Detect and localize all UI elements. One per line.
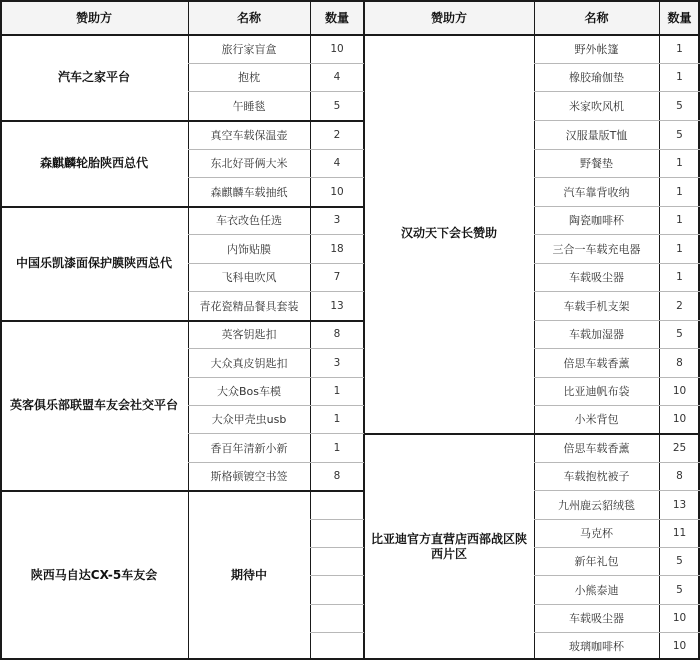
- sponsor-lucky-film: 中国乐凯漆面保护膜陕西总代: [15, 255, 172, 270]
- item-name: 抱枕: [238, 71, 260, 84]
- item-name: 旅行家盲盒: [221, 42, 277, 56]
- item-qty: 10: [672, 413, 687, 425]
- row-divider: [534, 575, 700, 576]
- item-qty: 1: [333, 441, 341, 454]
- item-name: 野外帐篷: [574, 42, 619, 56]
- item-name: 大众甲壳虫usb: [211, 413, 287, 426]
- row-divider: [534, 348, 700, 349]
- item-qty: 1: [676, 42, 683, 55]
- item-qty: 11: [672, 527, 687, 539]
- item-qty: 10: [672, 385, 687, 397]
- item-qty: 3: [333, 356, 341, 369]
- item-name: 英客钥匙扣: [221, 328, 277, 341]
- pending-status: 期待中: [230, 567, 267, 582]
- item-qty: 8: [333, 470, 341, 482]
- row-divider: [188, 377, 364, 378]
- row-divider: [188, 91, 364, 92]
- row-divider: [188, 291, 364, 292]
- item-name: 玻璃咖啡杯: [569, 640, 624, 653]
- item-qty: 3: [333, 214, 341, 226]
- item-name: 内饰贴膜: [227, 242, 271, 256]
- item-name: 汽车靠背收纳: [563, 185, 630, 199]
- row-divider: [310, 575, 364, 576]
- item-qty: 1: [676, 71, 683, 83]
- item-qty: 10: [330, 185, 344, 198]
- row-divider: [534, 632, 700, 633]
- item-name: 倍思车载香薰: [563, 441, 630, 455]
- item-qty: 5: [676, 583, 683, 596]
- item-qty: 5: [676, 328, 683, 340]
- item-name: 车载抱枕被子: [563, 470, 630, 483]
- row-divider: [188, 177, 364, 178]
- item-qty: 1: [676, 157, 683, 169]
- sponsor-byd-store: 比亚迪官方直营店西部战区陕西片区: [370, 531, 527, 561]
- item-qty: 1: [676, 271, 683, 283]
- table-border-left: [0, 0, 2, 660]
- sponsor-yingke-club: 英客俱乐部联盟车友会社交平台: [9, 397, 178, 412]
- item-name: 小米背包: [574, 413, 619, 426]
- item-name: 东北好哥俩大米: [210, 157, 288, 170]
- item-name: 米家吹风机: [569, 99, 624, 113]
- header-divider: [0, 34, 700, 36]
- header-qty-left: 数量: [310, 0, 364, 34]
- row-divider: [188, 263, 364, 264]
- item-qty: 13: [672, 498, 687, 511]
- item-name: 九州鹿云貂绒毯: [558, 498, 635, 512]
- item-name: 车载吸尘器: [569, 271, 624, 284]
- item-qty: 4: [333, 71, 341, 83]
- item-name: 野餐垫: [580, 157, 613, 170]
- item-name: 大众真皮钥匙扣: [210, 356, 288, 370]
- row-divider: [188, 405, 364, 406]
- row-divider: [534, 263, 700, 264]
- item-qty: 25: [672, 441, 687, 454]
- item-name: 马克杯: [580, 527, 613, 540]
- row-divider: [534, 405, 700, 406]
- row-divider: [310, 632, 364, 633]
- item-qty: 18: [330, 242, 344, 255]
- group-divider: [0, 490, 364, 492]
- row-divider: [534, 149, 700, 150]
- sponsor-autohome: 汽车之家平台: [57, 69, 130, 84]
- item-qty: 1: [333, 413, 341, 425]
- column-divider: [310, 0, 311, 660]
- item-name: 三合一车载充电器: [552, 242, 641, 256]
- column-divider: [188, 0, 189, 660]
- row-divider: [534, 519, 700, 520]
- row-divider: [310, 547, 364, 548]
- item-qty: 4: [333, 157, 341, 169]
- item-name: 香百年清新小新: [210, 441, 288, 455]
- item-name: 小熊泰迪: [574, 583, 619, 597]
- group-divider: [0, 320, 364, 322]
- item-qty: 5: [676, 128, 683, 141]
- header-name-right: 名称: [534, 0, 659, 34]
- sponsor-sentury-tire: 森麒麟轮胎陕西总代: [39, 155, 148, 170]
- row-divider: [188, 234, 364, 235]
- item-qty: 13: [330, 299, 344, 312]
- row-divider: [188, 348, 364, 349]
- row-divider: [310, 519, 364, 520]
- item-qty: 1: [676, 214, 683, 226]
- row-divider: [534, 177, 700, 178]
- row-divider: [188, 63, 364, 64]
- item-name: 车载吸尘器: [569, 612, 624, 625]
- header-sponsor-left: 赞助方: [0, 0, 188, 34]
- item-qty: 8: [676, 356, 683, 369]
- row-divider: [188, 433, 364, 434]
- item-name: 森麒麟车载抽纸: [210, 185, 288, 199]
- item-qty: 10: [672, 612, 687, 624]
- row-divider: [310, 604, 364, 605]
- table-border-top: [0, 0, 700, 2]
- item-qty: 1: [333, 385, 341, 397]
- row-divider: [534, 234, 700, 235]
- row-divider: [534, 63, 700, 64]
- group-divider: [0, 120, 364, 122]
- item-name: 车衣改色任选: [216, 214, 282, 227]
- item-qty: 5: [333, 99, 341, 112]
- row-divider: [534, 206, 700, 207]
- item-name: 飞科电吹风: [221, 271, 277, 284]
- item-qty: 1: [676, 242, 683, 255]
- item-name: 车载加湿器: [569, 328, 624, 341]
- row-divider: [188, 149, 364, 150]
- item-qty: 8: [333, 328, 341, 340]
- item-name: 倍思车载香薰: [563, 356, 630, 370]
- item-name: 陶瓷咖啡杯: [569, 214, 624, 227]
- row-divider: [534, 291, 700, 292]
- header-sponsor-right: 赞助方: [364, 0, 534, 34]
- item-name: 新年礼包: [574, 555, 619, 568]
- group-divider: [0, 206, 364, 208]
- item-qty: 10: [672, 640, 687, 652]
- item-qty: 2: [676, 299, 683, 312]
- header-name-left: 名称: [188, 0, 310, 34]
- item-name: 汉服量版T恤: [565, 128, 628, 142]
- item-name: 真空车载保温壶: [210, 128, 288, 142]
- column-divider-center: [363, 0, 365, 660]
- row-divider: [534, 91, 700, 92]
- item-qty: 8: [676, 470, 683, 482]
- row-divider: [534, 547, 700, 548]
- item-qty: 5: [676, 555, 683, 567]
- item-qty: 1: [676, 185, 683, 198]
- item-name: 橡胶瑜伽垫: [569, 71, 624, 84]
- item-name: 车载手机支架: [563, 299, 630, 313]
- row-divider: [534, 490, 700, 491]
- header-qty-right: 数量: [659, 0, 700, 34]
- item-name: 比亚迪帆布袋: [563, 385, 630, 398]
- column-divider: [534, 0, 535, 660]
- row-divider: [534, 462, 700, 463]
- item-qty: 10: [330, 42, 344, 55]
- group-divider: [364, 433, 700, 435]
- column-divider: [659, 0, 660, 660]
- item-name: 午睡毯: [232, 99, 266, 113]
- item-qty: 2: [333, 128, 341, 141]
- row-divider: [188, 462, 364, 463]
- item-name: 青花瓷精品餐具套装: [199, 299, 299, 313]
- item-name: 大众Bos车模: [216, 385, 281, 398]
- item-name: 斯格顿镀空书签: [210, 470, 288, 483]
- row-divider: [534, 377, 700, 378]
- row-divider: [534, 320, 700, 321]
- sponsor-handong-president: 汉动天下会长赞助: [400, 226, 497, 240]
- item-qty: 5: [676, 99, 683, 112]
- row-divider: [534, 604, 700, 605]
- item-qty: 7: [333, 271, 341, 283]
- sponsor-mazda-cx5-club: 陕西马自达CX-5车友会: [30, 567, 158, 582]
- row-divider: [534, 120, 700, 121]
